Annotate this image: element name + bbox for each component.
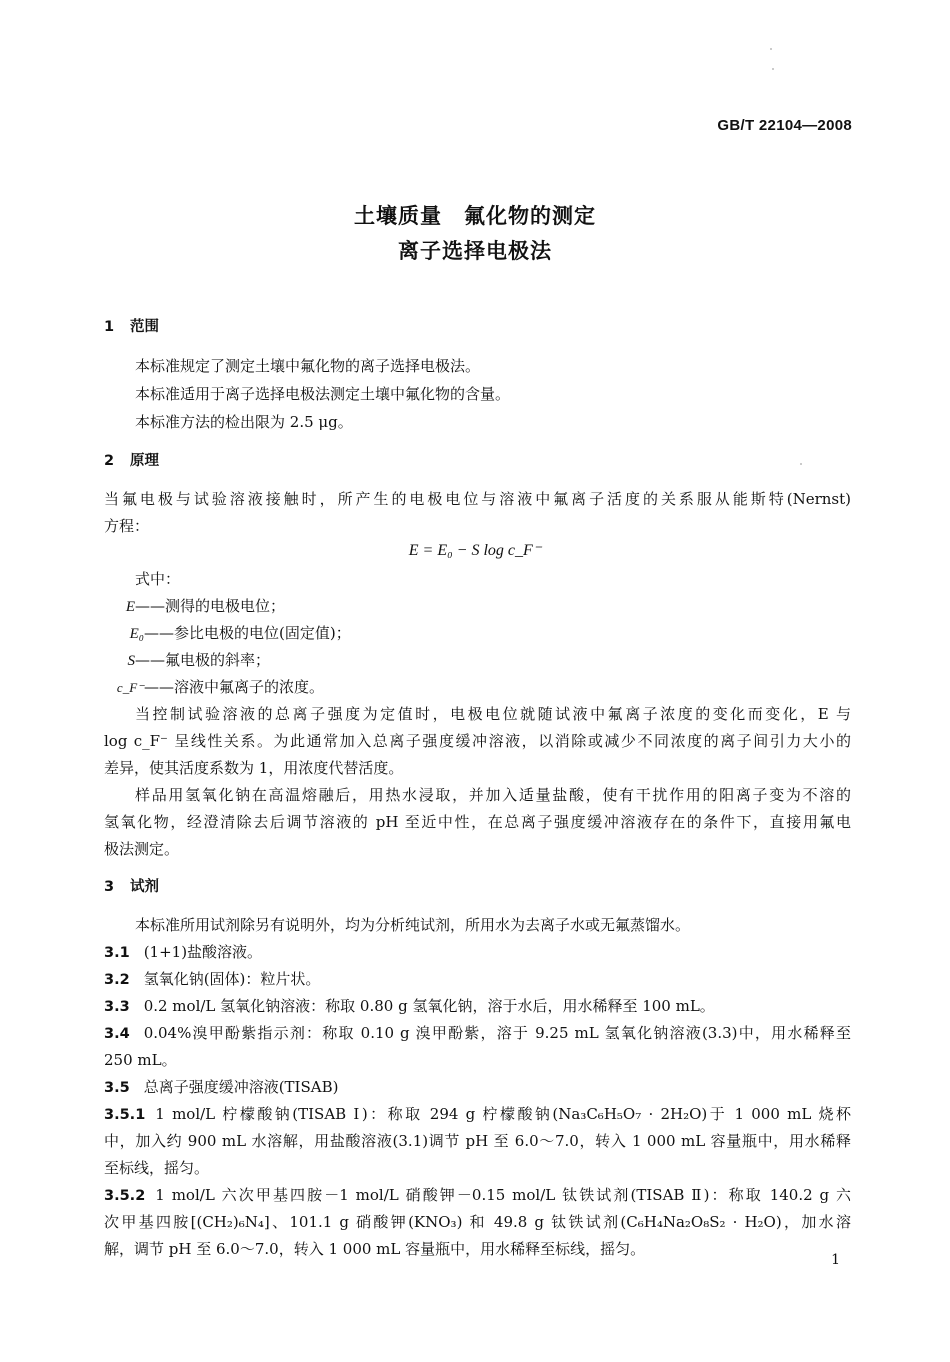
paragraph: 次甲基四胺[(CH₂)₆N₄]、101.1 g 硝酸钾(KNO₃) 和 49.8 g 钛铁试剂(C₆H₄Na₂O₈S₂ · H₂O)，加水溶 xyxy=(104,1213,851,1231)
paragraph: 本标准适用于离子选择电极法测定土壤中氟化物的含量。 xyxy=(135,385,511,403)
section-number: 1 xyxy=(104,319,115,335)
clause-3-3 xyxy=(104,995,715,1016)
paragraph: 本标准规定了测定土壤中氟化物的离子选择电极法。 xyxy=(135,357,481,375)
standard-number: GB/T 22104—2008 xyxy=(717,117,852,134)
paragraph: 解，调节 pH 至 6.0～7.0，转入 1 000 mL 容量瓶中，用水稀释至标线，摇匀。 xyxy=(104,1240,646,1258)
clause-text: 0.04%溴甲酚紫指示剂：称取 0.10 g 溴甲酚紫，溶于 9.25 mL 氢氧化钠溶液(3.3)中，用水稀释至 xyxy=(143,1024,851,1042)
variable-meaning: ——测得的电极电位； xyxy=(135,597,286,615)
clause-text: 总离子强度缓冲溶液(TISAB) xyxy=(143,1078,339,1096)
variable-definition xyxy=(118,595,285,616)
clause-number: 3.5.2 xyxy=(104,1188,146,1204)
clause-3-5 xyxy=(104,1076,338,1097)
scan-speck xyxy=(772,68,774,70)
clause-3-5-1 xyxy=(104,1103,851,1124)
page-number: 1 xyxy=(831,1252,840,1268)
paragraph: log c_F⁻ 呈线性关系。为此通常加入总离子强度缓冲溶液，以消除或减少不同浓度的离子间引力大小的 xyxy=(104,732,851,750)
clause-number: 3.5 xyxy=(104,1080,130,1096)
paragraph: 至标线，摇匀。 xyxy=(104,1159,210,1177)
paragraph: 差异，使其活度系数为 1，用浓度代替活度。 xyxy=(104,759,404,777)
title-line-1: 土壤质量 氟化物的测定 xyxy=(354,204,596,228)
variable-definition xyxy=(118,649,270,670)
section-title: 原理 xyxy=(130,453,159,469)
section-1-heading xyxy=(104,315,159,336)
clause-text: 1 mol/L 柠檬酸钠(TISAB Ⅰ)：称取 294 g 柠檬酸钠(Na₃C₆H₅O₇ · 2H₂O)于 1 000 mL 烧杯 xyxy=(155,1105,851,1123)
section-title: 范围 xyxy=(130,319,159,335)
variable-meaning: ——溶液中氟离子的浓度。 xyxy=(144,678,325,696)
clause-number: 3.1 xyxy=(104,945,130,961)
nernst-equation: E = E₀ − S log c_F⁻ xyxy=(408,542,542,559)
paragraph: 250 mL。 xyxy=(104,1051,177,1069)
clause-text: 氢氧化钠(固体)：粒片状。 xyxy=(143,970,321,988)
paragraph: 中，加入约 900 mL 水溶解，用盐酸溶液(3.1)调节 pH 至 6.0～7.0，转入 1 000 mL 容量瓶中，用水稀释 xyxy=(104,1132,851,1150)
paragraph: 极法测定。 xyxy=(104,840,180,858)
variable-definition xyxy=(106,676,324,697)
variable-symbol: S xyxy=(127,653,135,669)
clause-text: (1+1)盐酸溶液。 xyxy=(143,943,263,961)
section-3-heading xyxy=(104,875,159,896)
section-2-heading xyxy=(104,449,159,470)
clause-3-5-2 xyxy=(104,1184,851,1205)
paragraph: 氢氧化物，经澄清除去后调节溶液的 pH 至近中性，在总离子强度缓冲溶液存在的条件下，直接用氟电 xyxy=(104,813,851,831)
clause-3-1 xyxy=(104,941,262,962)
clause-number: 3.4 xyxy=(104,1026,130,1042)
section-number: 3 xyxy=(104,879,115,895)
variable-symbol: c_F⁻ xyxy=(116,680,144,695)
clause-number: 3.3 xyxy=(104,999,130,1015)
variable-meaning: ——参比电极的电位(固定值)； xyxy=(144,624,351,642)
clause-3-4 xyxy=(104,1022,851,1043)
paragraph: 当氟电极与试验溶液接触时，所产生的电极电位与溶液中氟离子活度的关系服从能斯特(Nernst) xyxy=(104,490,851,508)
title-line-2: 离子选择电极法 xyxy=(398,239,552,263)
section-title: 试剂 xyxy=(130,879,159,895)
variable-meaning: ——氟电极的斜率； xyxy=(135,651,271,669)
clause-number: 3.2 xyxy=(104,972,130,988)
paragraph: 本标准方法的检出限为 2.5 μg。 xyxy=(135,413,353,431)
paragraph: 样品用氢氧化钠在高温熔融后，用热水浸取，并加入适量盐酸，使有干扰作用的阳离子变为不溶的 xyxy=(135,786,851,804)
scan-speck xyxy=(800,463,802,465)
paragraph: 本标准所用试剂除另有说明外，均为分析纯试剂，所用水为去离子水或无氟蒸馏水。 xyxy=(135,916,691,934)
paragraph: 当控制试验溶液的总离子强度为定值时，电极电位就随试液中氟离子浓度的变化而变化，E 与 xyxy=(135,705,851,723)
clause-number: 3.5.1 xyxy=(104,1107,146,1123)
variable-symbol: E xyxy=(125,599,135,615)
where-label: 式中： xyxy=(135,570,181,588)
clause-3-2 xyxy=(104,968,320,989)
variable-symbol: E₀ xyxy=(129,626,144,642)
clause-text: 1 mol/L 六次甲基四胺－1 mol/L 硝酸钾－0.15 mol/L 钛铁试剂(TISAB Ⅱ)：称取 140.2 g 六 xyxy=(155,1186,851,1204)
scan-speck xyxy=(770,48,772,50)
variable-definition xyxy=(118,622,351,643)
clause-text: 0.2 mol/L 氢氧化钠溶液：称取 0.80 g 氢氧化钠，溶于水后，用水稀释至 100 mL。 xyxy=(143,997,715,1015)
section-number: 2 xyxy=(104,453,115,469)
paragraph: 方程： xyxy=(104,517,150,535)
